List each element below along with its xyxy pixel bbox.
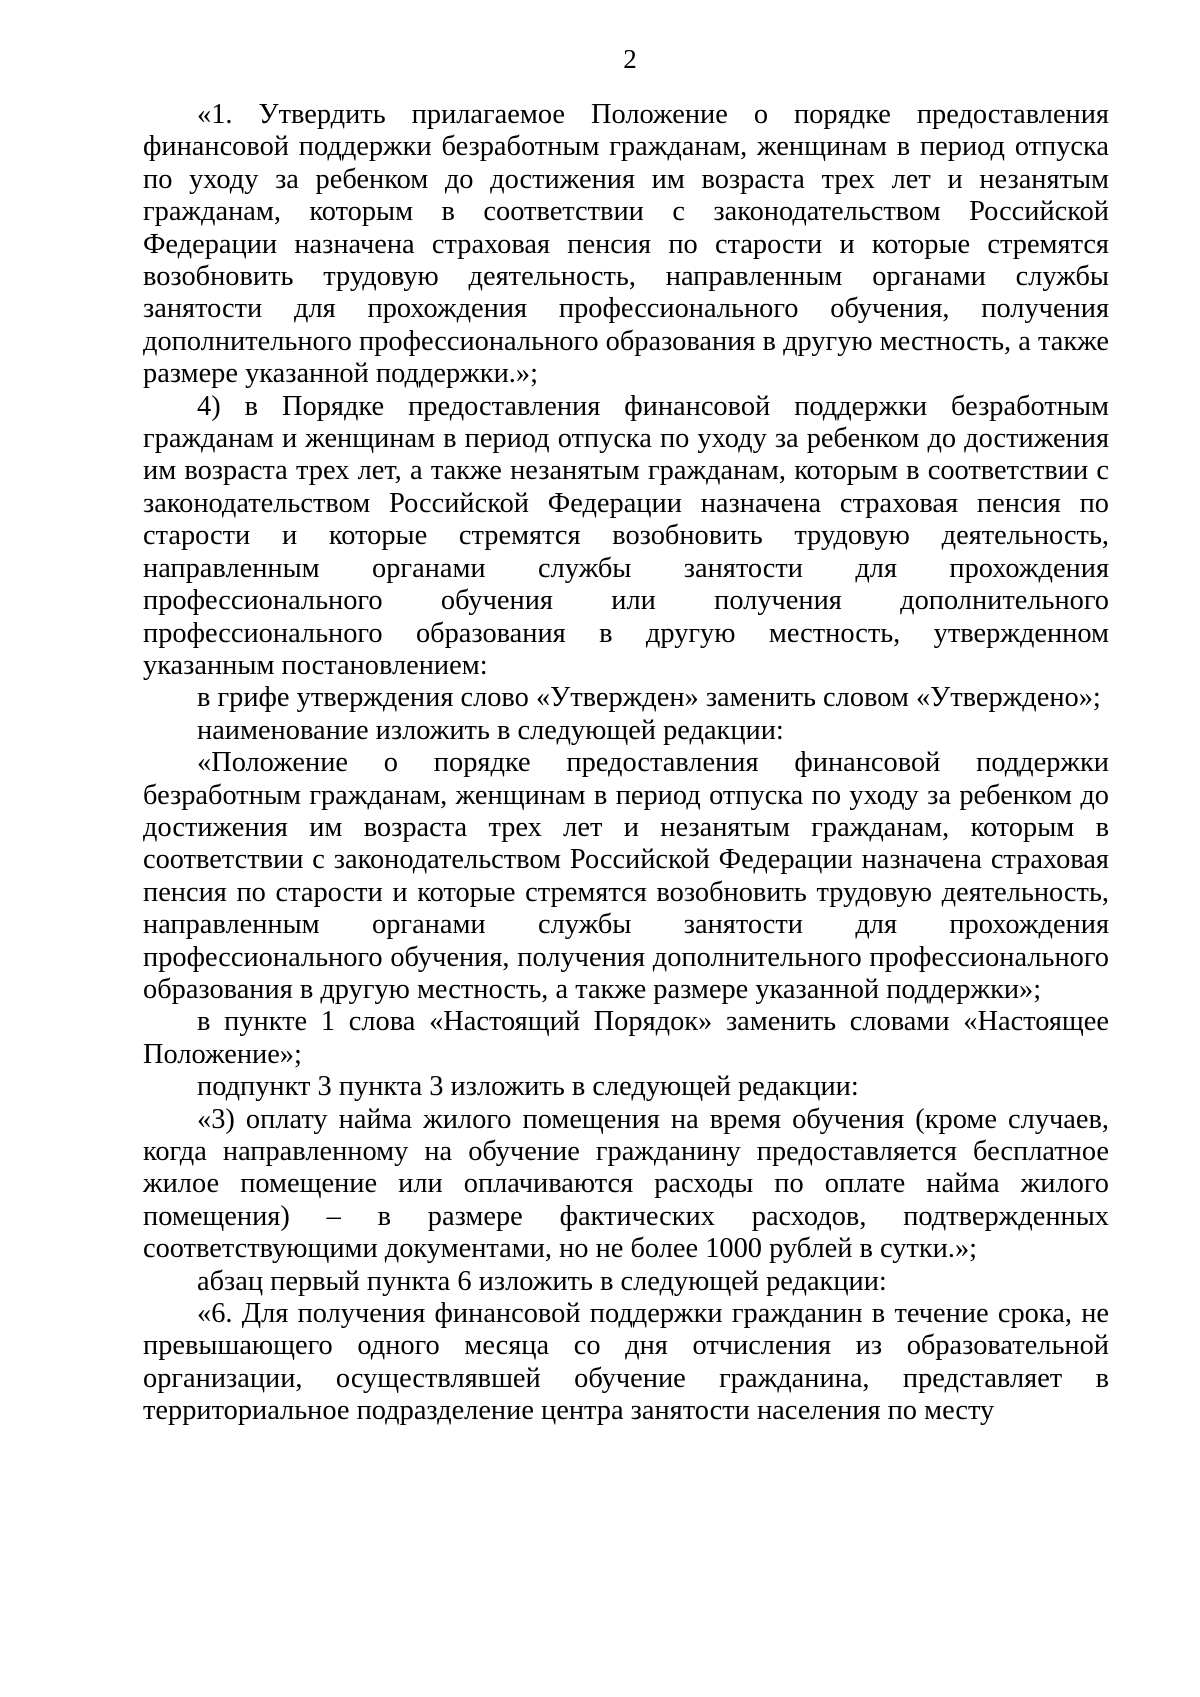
- paragraph-point-6-intro: абзац первый пункта 6 изложить в следующей редакции:: [197, 1265, 887, 1297]
- page-number: 2: [623, 44, 637, 74]
- paragraph-approval-stamp: в грифе утверждения слово «Утвержден» заменить словом «Утверждено»;: [197, 682, 1101, 714]
- paragraph-point-1: в пункте 1 слова «Настоящий Порядок» заменить словами «Настоящее Положение»;: [143, 1006, 1109, 1070]
- paragraph-new-title: «Положение о порядке предоставления финансовой поддержки безработным гражданам, женщинам в период отпуска по уходу за ребенком до достижения им возраста трех лет и незанятым гражданам, которым в соответствии с законодательством Российской Федерации назначена страховая пенсия по старости и которые стремятся возобновить трудовую деятельность, направленным органами службы занятости для прохождения профессионального обучения, получения дополнительного профессионального образования в другую местность, а также размере указанной поддержки»;: [143, 747, 1109, 1005]
- paragraph-regulation-approval: «1. Утвердить прилагаемое Положение о порядке предоставления финансовой поддержки безработным гражданам, женщинам в период отпуска по уходу за ребенком до достижения им возраста трех лет и незанятым гражданам, которым в соответствии с законодательством Российской Федерации назначена страховая пенсия по старости и которые стремятся возобновить трудовую деятельность, направленным органами службы занятости для прохождения профессионального обучения, получения дополнительного профессионального образования в другую местность, а также размере указанной поддержки.»;: [143, 99, 1109, 390]
- document-body: [143, 99, 1109, 1428]
- paragraph-subpoint-3-text: «3) оплату найма жилого помещения на время обучения (кроме случаев, когда направленному на обучение гражданину предоставляется бесплатное жилое помещение или оплачиваются расходы по оплате найма жилого помещения) – в размере фактических расходов, подтвержденных соответствующими документами, но не более 1000 рублей в сутки.»;: [143, 1103, 1109, 1265]
- paragraph-item-4: 4) в Порядке предоставления финансовой поддержки безработным гражданам и женщинам в период отпуска по уходу за ребенком до достижения им возраста трех лет, а также незанятым гражданам, которым в соответствии с законодательством Российской Федерации назначена страховая пенсия по старости и которые стремятся возобновить трудовую деятельность, направленным органами службы занятости для прохождения профессионального обучения или получения дополнительного профессионального образования в другую местность, утвержденном указанным постановлением:: [143, 390, 1109, 681]
- paragraph-subpoint-3-intro: подпункт 3 пункта 3 изложить в следующей редакции:: [197, 1071, 859, 1103]
- paragraph-point-6-text: «6. Для получения финансовой поддержки гражданин в течение срока, не превышающего одного месяца со дня отчисления из образовательной организации, осуществлявшей обучение гражданина, представляет в территориальное подразделение центра занятости населения по месту: [143, 1298, 1109, 1427]
- paragraph-title-change: наименование изложить в следующей редакции:: [197, 714, 784, 746]
